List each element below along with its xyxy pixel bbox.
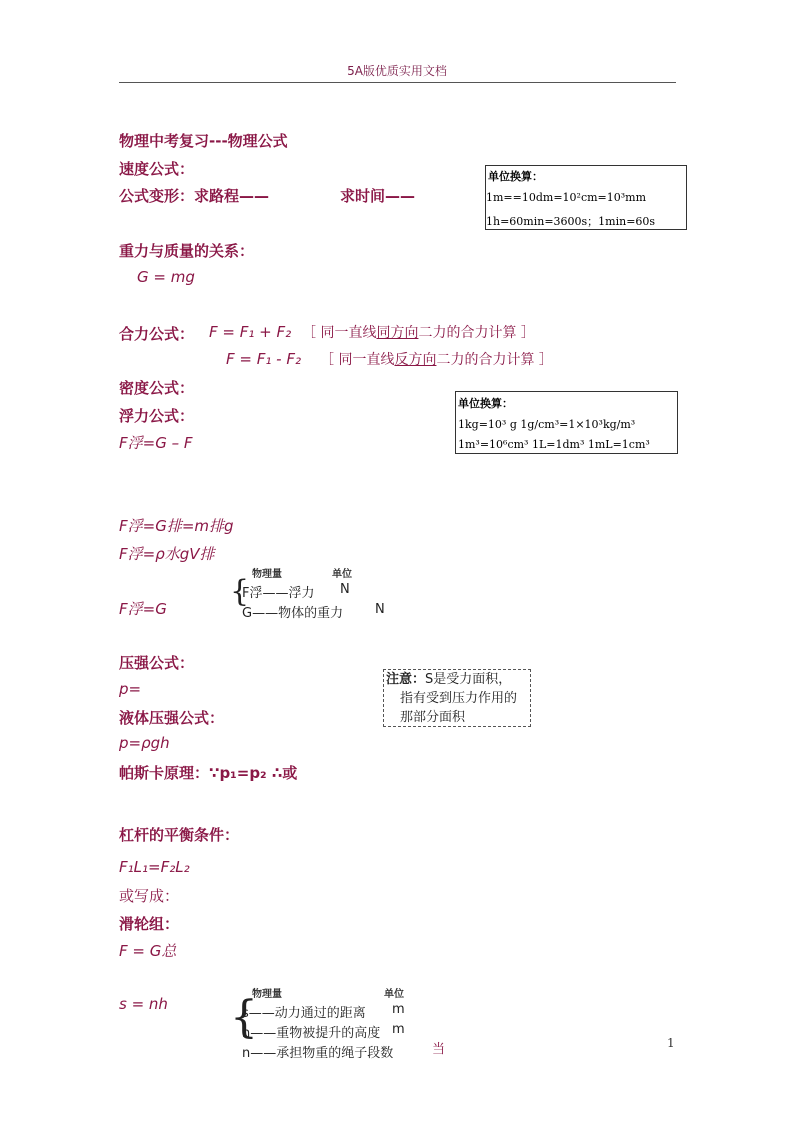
buoyancy-heading: 浮力公式： [119, 407, 195, 425]
header-rule [119, 82, 676, 83]
legend2-row-h-unit: m [392, 1022, 405, 1037]
gravity-formula: G = mg [137, 268, 195, 286]
buoyancy-formula-2: F浮=G排=m排g [119, 517, 234, 535]
legend1-row-buoyancy: F浮——浮力 [242, 586, 315, 601]
pulley-heading: 滑轮组： [119, 915, 180, 933]
legend1-col-unit: 单位 [332, 569, 352, 580]
legend1-row-gravity: G——物体的重力 [242, 606, 344, 621]
resultant-note-same [302, 322, 535, 342]
doc-title: 物理中考复习---物理公式 [119, 132, 288, 150]
page-number: 1 [667, 1036, 675, 1050]
legend2-col-quantity: 物理量 [252, 989, 282, 1000]
pulley-formula: F = G总 [119, 942, 177, 960]
lever-alt: 或写成： [119, 887, 180, 905]
legend2-row-h: h——重物被提升的高度 [242, 1026, 381, 1041]
note-opp-pre: ［ 同一直线 [320, 352, 395, 368]
resultant-note-opposite [320, 349, 553, 369]
note-same-pre: ［ 同一直线 [302, 325, 377, 341]
resultant-formula-same: F = F₁ + F₂ [209, 323, 292, 341]
note-opp-underlined: 反方向 [394, 352, 437, 368]
unit-conversion-box-1 [485, 165, 687, 230]
pulley-s-formula: s = nh [119, 995, 168, 1013]
lever-formula: F₁L₁=F₂L₂ [119, 858, 190, 876]
gravity-heading: 重力与质量的关系： [119, 242, 255, 260]
note-same-underlined: 同方向 [376, 325, 419, 341]
unit-box-1-line1: 1m==10dm=10²cm=10³mm [486, 191, 647, 204]
legend2-brace: { [230, 992, 258, 1043]
legend2-row-n: n——承担物重的绳子段数 [242, 1046, 394, 1061]
legend1-row-buoyancy-unit: N [340, 582, 350, 597]
note-line2: 指有受到压力作用的 [400, 691, 518, 706]
note-label: 注意： [386, 672, 426, 687]
legend2-col-unit: 单位 [384, 989, 404, 1000]
unit-conversion-box-2 [455, 391, 678, 454]
legend1-row-gravity-unit: N [375, 602, 385, 617]
liquid-pressure-heading: 液体压强公式： [119, 709, 225, 727]
speed-transform-distance: 公式变形：求路程—— [119, 187, 270, 205]
lever-heading: 杠杆的平衡条件： [119, 826, 240, 844]
density-heading: 密度公式： [119, 379, 195, 397]
page-header: 5A版优质实用文档 [347, 64, 447, 78]
resultant-heading: 合力公式： [119, 325, 195, 343]
note-line1: S是受力面积， [425, 672, 512, 687]
legend2-row-s: s——动力通过的距离 [242, 1006, 366, 1021]
note-same-post: 二力的合力计算 ］ [418, 325, 535, 341]
buoyancy-formula-3: F浮=ρ水gV排 [119, 545, 215, 563]
legend2-tail: 当 [432, 1042, 446, 1057]
speed-transform-time: 求时间—— [340, 187, 416, 205]
note-opp-post: 二力的合力计算 ］ [436, 352, 553, 368]
buoyancy-formula-1: F浮=G – F [119, 434, 193, 452]
note-line3: 那部分面积 [400, 710, 466, 725]
pressure-formula: p= [119, 680, 142, 698]
resultant-formula-opposite: F = F₁ - F₂ [226, 350, 301, 368]
pressure-note-box [383, 669, 531, 727]
legend1-col-quantity: 物理量 [252, 569, 282, 580]
unit-box-1-line2: 1h=60min=3600s；1min=60s [486, 215, 656, 228]
pressure-heading: 压强公式： [119, 654, 195, 672]
pascal-principle: 帕斯卡原理：∵p₁=p₂ ∴或 [119, 764, 298, 782]
legend1-brace: { [230, 574, 250, 609]
unit-box-2-line2: 1m³=10⁶cm³ 1L=1dm³ 1mL=1cm³ [458, 438, 650, 451]
speed-heading: 速度公式： [119, 160, 195, 178]
unit-box-2-title: 单位换算： [458, 397, 513, 410]
unit-box-1-title: 单位换算： [488, 170, 543, 183]
buoyancy-formula-4: F浮=G [119, 600, 167, 618]
liquid-pressure-formula: p=ρgh [119, 734, 170, 752]
legend2-row-s-unit: m [392, 1002, 405, 1017]
unit-box-2-line1: 1kg=10³ g 1g/cm³=1×10³kg/m³ [458, 418, 636, 431]
